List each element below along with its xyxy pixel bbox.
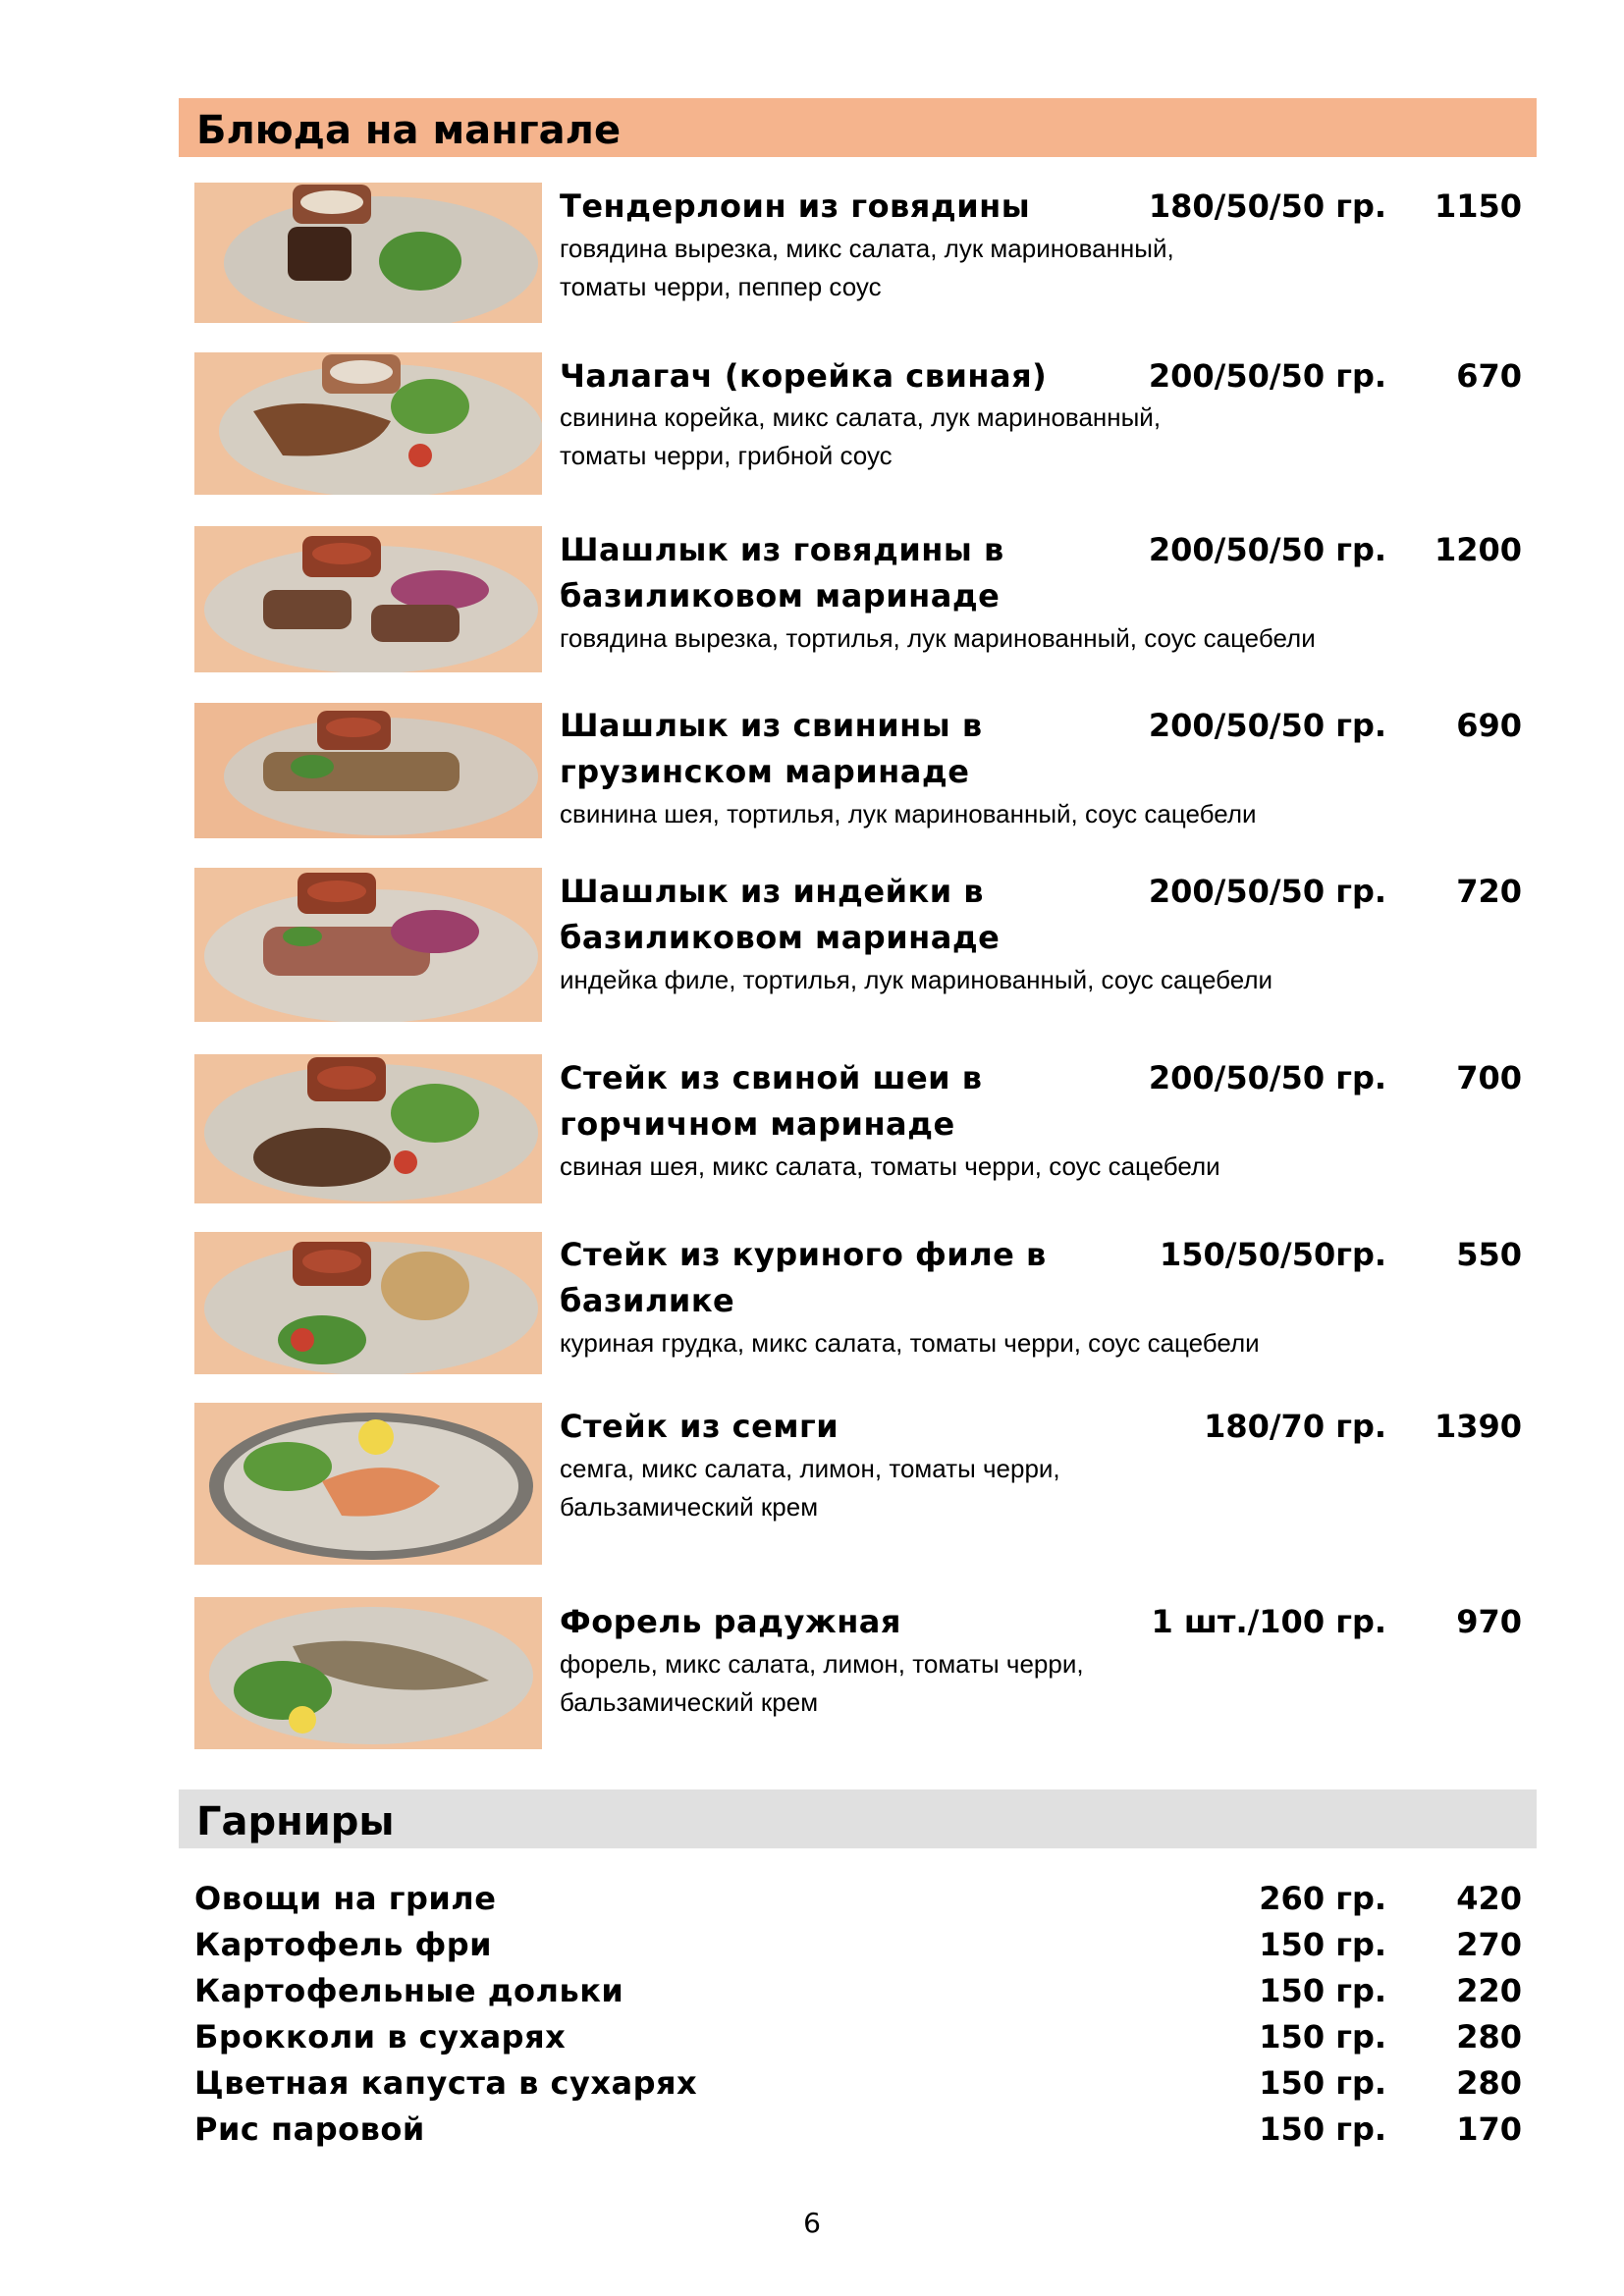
dish-price: 700 — [1456, 1059, 1522, 1096]
dish-name: базиликовом маринаде — [560, 577, 1001, 614]
dish-photo-salmon-steak — [194, 1403, 542, 1565]
dish-name: Шашлык из индейки в — [560, 873, 985, 910]
dish-name: Шашлык из говядины в — [560, 531, 1004, 568]
dish-description: говядина вырезка, микс салата, лук маринованный, — [560, 234, 1174, 263]
side-item — [0, 1922, 1624, 1968]
side-weight: 260 гр. — [1259, 1880, 1386, 1917]
side-weight: 150 гр. — [1259, 1972, 1386, 2009]
dish-description: говядина вырезка, тортилья, лук маринованный, соус сацебели — [560, 623, 1316, 653]
dish-weight: 200/50/50 гр. — [1148, 531, 1386, 568]
dish-price: 550 — [1456, 1236, 1522, 1273]
dish-name: Тендерлоин из говядины — [560, 187, 1031, 225]
dish-weight: 200/50/50 гр. — [1148, 357, 1386, 395]
side-price: 170 — [1456, 2110, 1522, 2148]
dish-name: грузинском маринаде — [560, 753, 970, 790]
dish-description: томаты черри, грибной соус — [560, 441, 893, 470]
dish-weight: 180/70 гр. — [1204, 1408, 1386, 1445]
dish-description: свинина шея, тортилья, лук маринованный, соус сацебели — [560, 799, 1257, 828]
dish-description: бальзамический крем — [560, 1687, 819, 1717]
dish-name: базилике — [560, 1282, 735, 1319]
dish-weight: 1 шт./100 гр. — [1151, 1603, 1386, 1640]
side-item — [0, 2014, 1624, 2060]
side-price: 270 — [1456, 1926, 1522, 1963]
side-name: Цветная капуста в сухарях — [194, 2064, 698, 2102]
dish-description: форель, микс салата, лимон, томаты черри, — [560, 1649, 1084, 1679]
dish-name: Стейк из семги — [560, 1408, 839, 1445]
side-item — [0, 1968, 1624, 2014]
dish-price: 1150 — [1434, 187, 1522, 225]
dish-price: 690 — [1456, 707, 1522, 744]
dish-name: Стейк из свиной шеи в — [560, 1059, 983, 1096]
side-weight: 150 гр. — [1259, 2018, 1386, 2056]
side-price: 280 — [1456, 2018, 1522, 2056]
side-price: 220 — [1456, 1972, 1522, 2009]
dish-photo-beef-shashlik — [194, 526, 542, 672]
dish-description: индейка филе, тортилья, лук маринованный, соус сацебели — [560, 965, 1273, 994]
side-weight: 150 гр. — [1259, 2110, 1386, 2148]
dish-description: семга, микс салата, лимон, томаты черри, — [560, 1454, 1060, 1483]
dish-name: Стейк из куриного филе в — [560, 1236, 1047, 1273]
dish-photo-chicken-steak — [194, 1232, 542, 1374]
dish-photo-pork-neck-steak — [194, 1054, 542, 1203]
page-number: 6 — [803, 2207, 821, 2239]
dish-photo-trout — [194, 1597, 542, 1749]
side-name: Картофель фри — [194, 1926, 493, 1963]
side-price: 280 — [1456, 2064, 1522, 2102]
dish-weight: 200/50/50 гр. — [1148, 873, 1386, 910]
dish-name: Шашлык из свинины в — [560, 707, 983, 744]
dish-photo-turkey-shashlik — [194, 868, 542, 1022]
side-weight: 150 гр. — [1259, 2064, 1386, 2102]
dish-price: 970 — [1456, 1603, 1522, 1640]
section-title-grill: Блюда на мангале — [179, 98, 1537, 157]
side-item — [0, 2060, 1624, 2107]
side-item — [0, 1876, 1624, 1922]
dish-price: 1390 — [1434, 1408, 1522, 1445]
dish-description: свинина корейка, микс салата, лук маринованный, — [560, 402, 1162, 432]
dish-photo-pork-shashlik — [194, 703, 542, 838]
dish-name: базиликовом маринаде — [560, 919, 1001, 956]
dish-description: томаты черри, пеппер соус — [560, 272, 882, 301]
dish-description: куриная грудка, микс салата, томаты черри, соус сацебели — [560, 1328, 1260, 1358]
dish-weight: 180/50/50 гр. — [1148, 187, 1386, 225]
side-item — [0, 2107, 1624, 2153]
dish-price: 1200 — [1434, 531, 1522, 568]
side-name: Картофельные дольки — [194, 1972, 624, 2009]
dish-price: 720 — [1456, 873, 1522, 910]
dish-photo-chalagach — [194, 352, 542, 495]
dish-weight: 200/50/50 гр. — [1148, 707, 1386, 744]
dish-photo-tenderloin — [194, 183, 542, 323]
dish-price: 670 — [1456, 357, 1522, 395]
side-name: Овощи на гриле — [194, 1880, 497, 1917]
dish-name: Чалагач (корейка свиная) — [560, 357, 1048, 395]
side-name: Рис паровой — [194, 2110, 425, 2148]
side-price: 420 — [1456, 1880, 1522, 1917]
dish-weight: 150/50/50гр. — [1159, 1236, 1386, 1273]
dish-name: Форель радужная — [560, 1603, 901, 1640]
dish-weight: 200/50/50 гр. — [1148, 1059, 1386, 1096]
dish-name: горчичном маринаде — [560, 1105, 955, 1143]
dish-description: свиная шея, микс салата, томаты черри, соус сацебели — [560, 1151, 1220, 1181]
side-weight: 150 гр. — [1259, 1926, 1386, 1963]
section-title-sides: Гарниры — [179, 1789, 1537, 1848]
side-name: Брокколи в сухарях — [194, 2018, 567, 2056]
dish-description: бальзамический крем — [560, 1492, 819, 1522]
